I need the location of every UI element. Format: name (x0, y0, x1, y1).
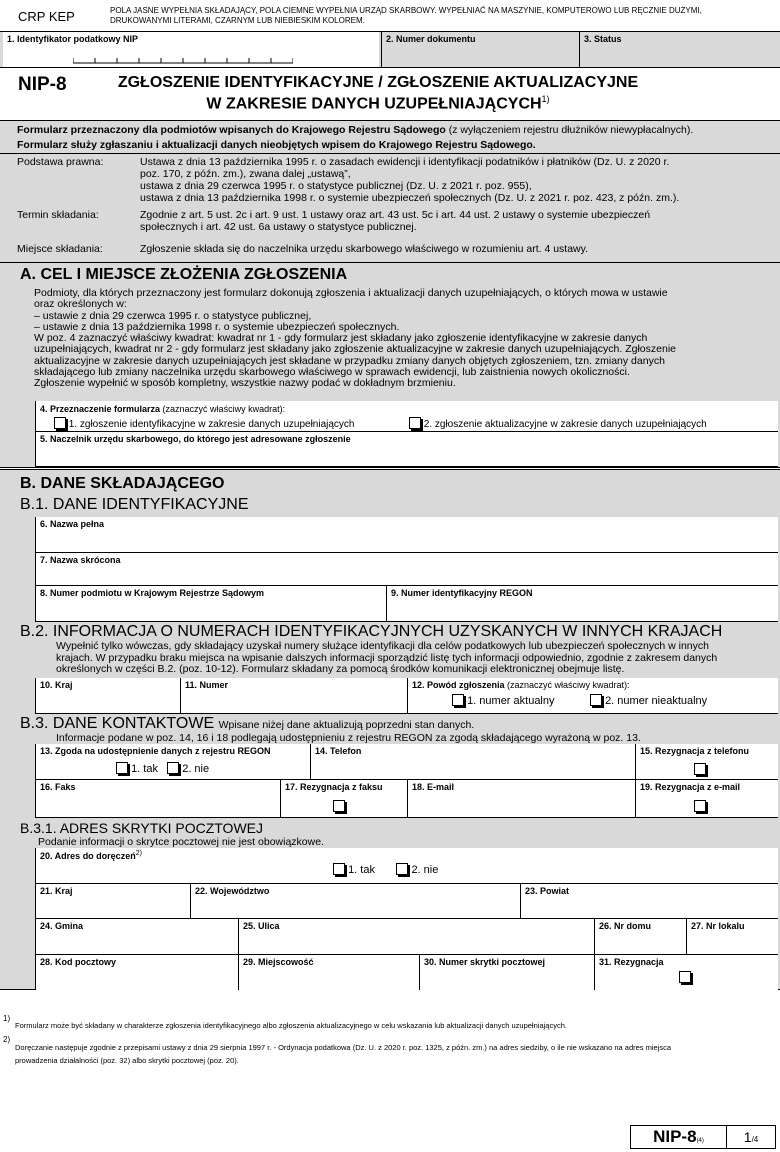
field-nip-label: 1. Identyfikator podatkowy NIP (7, 34, 139, 44)
section-b3-note: Informacje podane w poz. 14, 16 i 18 podlegają udostępnieniu z rejestru REGON za zgodą składającego wyrażoną w poz. 13. (56, 732, 641, 744)
intro-block: Formularz przeznaczony dla podmiotów wpisanych do Krajowego Rejestru Sądowego (z wyłączeniem rejestru dłużników niewypłacalnych). Formularz służy zgłaszaniu i aktualizacji danych nieobjętych wpisem do Krajowego Rejestru Sądowego. Podstawa prawna: Ustawa z dnia 13 października 1995 r. o zasadach ewidencji i identyfikacji podatników i płatników (Dz. U. z 2020 r. poz. 170, z późn. zm.), zwana dalej „ustawą”, ustawa z dnia 29 czerwca 1995 r. o statystyce publicznej (Dz. U. z 2021 r. poz. 955), ustawa z dnia 13 października 1998 r. o systemie ubezpieczeń społecznych (Dz. U. z 2021 r. poz. 423, z późn. zm.). Termin składania: Zgodnie z art. 5 ust. 2c i art. 9 ust. 1 ustawy oraz art. 43 ust. 5c i art. 44 ust. 2 ustawy o systemie ubezpieczeń społecznych i art. 42 ust. 6a ustawy o statystyce publicznej. Miejsce składania: Zgłoszenie składa się do naczelnika urzędu skarbowego właściwego w rozumieniu art. 4 ustawy. (0, 120, 780, 263)
checkbox-number-current[interactable] (452, 694, 464, 706)
checkbox-consent-yes[interactable] (116, 762, 128, 774)
checkbox-consent-no[interactable] (167, 762, 179, 774)
footnote-1-text: Formularz może być składany w charakterze zgłoszenia identyfikacyjnego albo zgłoszenia aktualizacyjnego w celu wskazania lub aktualizacji danych uzupełniających. (15, 1021, 567, 1030)
field-15-phone-resign[interactable]: 15. Rezygnacja z telefonu (635, 744, 778, 780)
field-24-commune[interactable]: 24. Gmina (35, 919, 238, 955)
section-b (0, 469, 780, 990)
podstawa-label: Podstawa prawna: (17, 156, 104, 168)
field-30-po-box[interactable]: 30. Numer skrytki pocztowej (419, 955, 594, 990)
footer-page-number: 1 (743, 1129, 752, 1145)
section-b31-note: Podanie informacji o skrytce pocztowej nie jest obowiązkowe. (38, 836, 324, 848)
field-13-consent[interactable]: 13. Zgoda na udostępnienie danych z rejestru REGON 1. tak 2. nie (35, 744, 310, 780)
section-b2-title: B.2. INFORMACJA O NUMERACH IDENTYFIKACYJNYCH UZYSKANYCH W INNYCH KRAJACH (20, 623, 723, 640)
section-b3-title: B.3. DANE KONTAKTOWE Wpisane niżej dane aktualizują poprzedni stan danych. (20, 715, 475, 732)
section-b2-text: Wypełnić tylko wówczas, gdy składający uzyskał numery służące identyfikacji dla celów podatkowych lub ubezpieczeń społecznych w innych krajach. W przypadku braku miejsca na wpisanie dalszych informacji sporządzić listę tych informacji odpowiednio, zgodnie z zakresem danych określonych w części B.2. (poz. 10-12). Formularz składany za pomocą środków komunikacji elektronicznej obejmuje listę. (56, 640, 718, 675)
field-status: 3. Status (579, 32, 778, 67)
form-code: NIP-8 (18, 74, 67, 95)
field-6-full-name[interactable]: 6. Nazwa pełna (35, 517, 778, 553)
field-25-street[interactable]: 25. Ulica (238, 919, 594, 955)
field-8-krs[interactable]: 8. Numer podmiotu w Krajowym Rejestrze Sądowym (35, 586, 386, 622)
termin-label: Termin składania: (17, 209, 99, 221)
field-11-number[interactable]: 11. Numer (180, 678, 407, 714)
field-29-city[interactable]: 29. Miejscowość (238, 955, 419, 990)
checkbox-delivery-no[interactable] (396, 863, 408, 875)
field-document-number: 2. Numer dokumentu (381, 32, 579, 67)
field-26-house-number[interactable]: 26. Nr domu (594, 919, 686, 955)
field-31-resign[interactable]: 31. Rezygnacja (594, 955, 778, 990)
section-b-title: B. DANE SKŁADAJĄCEGO (20, 475, 225, 492)
field-12-reason[interactable]: 12. Powód zgłoszenia (zaznaczyć właściwy kwadrat): 1. numer aktualny 2. numer nieaktualny (407, 678, 778, 714)
header-crp-kep: CRP KEP (18, 9, 75, 24)
field-9-regon[interactable]: 9. Numer identyfikacyjny REGON (386, 586, 778, 622)
footnote-2-text: Doręczanie następuje zgodnie z przepisami ustawy z dnia 29 sierpnia 1997 r. - Ordynacja podatkowa (Dz. U. z 2020 r. poz. 1325, z późn. zm.) na adres siedziby, o ile nie wskazano na adres miejsca prowadzenia działalności (poz. 32) albo skrytki pocztowej (poz. 20). (15, 1043, 672, 1065)
field-23-county[interactable]: 23. Powiat (520, 884, 778, 919)
termin-text: Zgodnie z art. 5 ust. 2c i art. 9 ust. 1 ustawy oraz art. 43 ust. 5c i art. 44 ust. 2 ustawy o systemie ubezpieczeń społecznych i art. 42 ust. 6a ustawy o statystyce publicznej. (140, 209, 651, 233)
podstawa-text: Ustawa z dnia 13 października 1995 r. o zasadach ewidencji i identyfikacji podatników i płatników (Dz. U. z 2020 r. poz. 170, z późn. zm.), zwana dalej „ustawą”, ustawa z dnia 29 czerwca 1995 r. o statystyce publicznej (Dz. U. z 2021 r. poz. 955), ustawa z dnia 13 października 1998 r. o systemie ubezpieczeń społecznych (Dz. U. z 2021 r. poz. 423, z późn. zm.). (140, 156, 680, 204)
footer-form-code: NIP-8 (653, 1127, 697, 1146)
section-a-title: A. CEL I MIEJSCE ZŁOŻENIA ZGŁOSZENIA (20, 266, 348, 283)
field-19-email-resign[interactable]: 19. Rezygnacja z e-mail (635, 780, 778, 818)
checkbox-email-resign[interactable] (694, 800, 706, 812)
section-a (0, 263, 780, 468)
miejsce-label: Miejsce składania: (17, 243, 103, 255)
form-title: ZGŁOSZENIE IDENTYFIKACYJNE / ZGŁOSZENIE AKTUALIZACYJNE W ZAKRESIE DANYCH UZUPEŁNIAJĄCYCH$^{1)}$ (117, 74, 639, 113)
field-16-fax[interactable]: 16. Faks (35, 780, 280, 818)
checkbox-phone-resign[interactable] (694, 763, 706, 775)
checkbox-fax-resign[interactable] (333, 800, 345, 812)
section-b1-title: B.1. DANE IDENTYFIKACYJNE (20, 496, 249, 513)
footnote-2-marker: 2) (3, 1035, 11, 1044)
section-b31-title: B.3.1. ADRES SKRYTKI POCZTOWEJ (20, 820, 263, 836)
field-7-short-name[interactable]: 7. Nazwa skrócona (35, 553, 778, 586)
field-4-purpose[interactable]: 4. Przeznaczenie formularza (zaznaczyć właściwy kwadrat): 1. zgłoszenie identyfikacyjne w zakresie danych uzupełniających 2. zgłoszenie aktualizacyjne w zakresie danych uzupełniających (35, 401, 778, 432)
field-14-phone[interactable]: 14. Telefon (310, 744, 635, 780)
footnote-1-marker: 1) (3, 1014, 11, 1023)
checkbox-po-box-resign[interactable] (679, 971, 691, 983)
field-18-email[interactable]: 18. E-mail (407, 780, 635, 818)
field-20-delivery-address[interactable]: 20. Adres do doręczeń$^{2)}$ 1. tak 2. nie (35, 848, 778, 884)
miejsce-text: Zgłoszenie składa się do naczelnika urzędu skarbowego właściwego w rozumieniu art. 4 ustawy. (140, 243, 589, 255)
checkbox-update[interactable] (409, 417, 421, 429)
field-nip[interactable] (3, 32, 379, 67)
section-a-text: Podmioty, dla których przeznaczony jest formularz dokonują zgłoszenia i aktualizacji danych uzupełniających, o których mowa w ustawie oraz określonych w: – ustawie z dnia 29 czerwca 1995 r. o statystyce publicznej, – ustawie z dnia 13 października 1998 r. o systemie ubezpieczeń społecznych. W poz. 4 zaznaczyć właściwy kwadrat: kwadrat nr 1 - gdy formularz jest składany jako zgłoszenie identyfikacyjne w zakresie danych uzupełniających, kwadrat nr 2 - gdy formularz jest składany jako zgłoszenie aktualizacyjne w zakresie danych uzupełniających. Zgłoszenie aktualizacyjne w zakresie danych uzupełniających jest składane w przypadku zmiany danych objętych zgłoszeniem, tzn. zmiany danych składającego lub zmiany naczelnika urzędu skarbowego właściwego w sprawach ewidencji, lub zaistnienia nowych okoliczności. Zgłoszenie wypełnić w sposób kompletny, wszystkie nazwy podać w dokładnym brzmieniu. (34, 287, 676, 390)
field-22-province[interactable]: 22. Województwo (190, 884, 520, 919)
top-fields-band (0, 31, 780, 68)
checkbox-identification[interactable] (54, 417, 66, 429)
field-5-tax-office[interactable]: 5. Naczelnik urzędu skarbowego, do którego jest adresowane zgłoszenie (35, 432, 778, 467)
field-21-country[interactable]: 21. Kraj (35, 884, 190, 919)
header-instructions: POLA JASNE WYPEŁNIA SKŁADAJĄCY, POLA CIEMNE WYPEŁNIA URZĄD SKARBOWY. WYPEŁNIAĆ NA MASZYNIE, KOMPUTEROWO LUB RĘCZNIE DUŻYMI, DRUKOWANYMI LITERAMI, CZARNYM LUB NIEBIESKIM KOLOREM. (110, 6, 702, 25)
footer-code-box: NIP-8(4) 1/4 (630, 1125, 776, 1149)
field-10-country[interactable]: 10. Kraj (35, 678, 180, 714)
field-27-apartment-number[interactable]: 27. Nr lokalu (686, 919, 778, 955)
field-28-postal-code[interactable]: 28. Kod pocztowy (35, 955, 238, 990)
checkbox-delivery-yes[interactable] (333, 863, 345, 875)
checkbox-number-outdated[interactable] (590, 694, 602, 706)
field-17-fax-resign[interactable]: 17. Rezygnacja z faksu (280, 780, 407, 818)
nip-comb (73, 54, 293, 64)
